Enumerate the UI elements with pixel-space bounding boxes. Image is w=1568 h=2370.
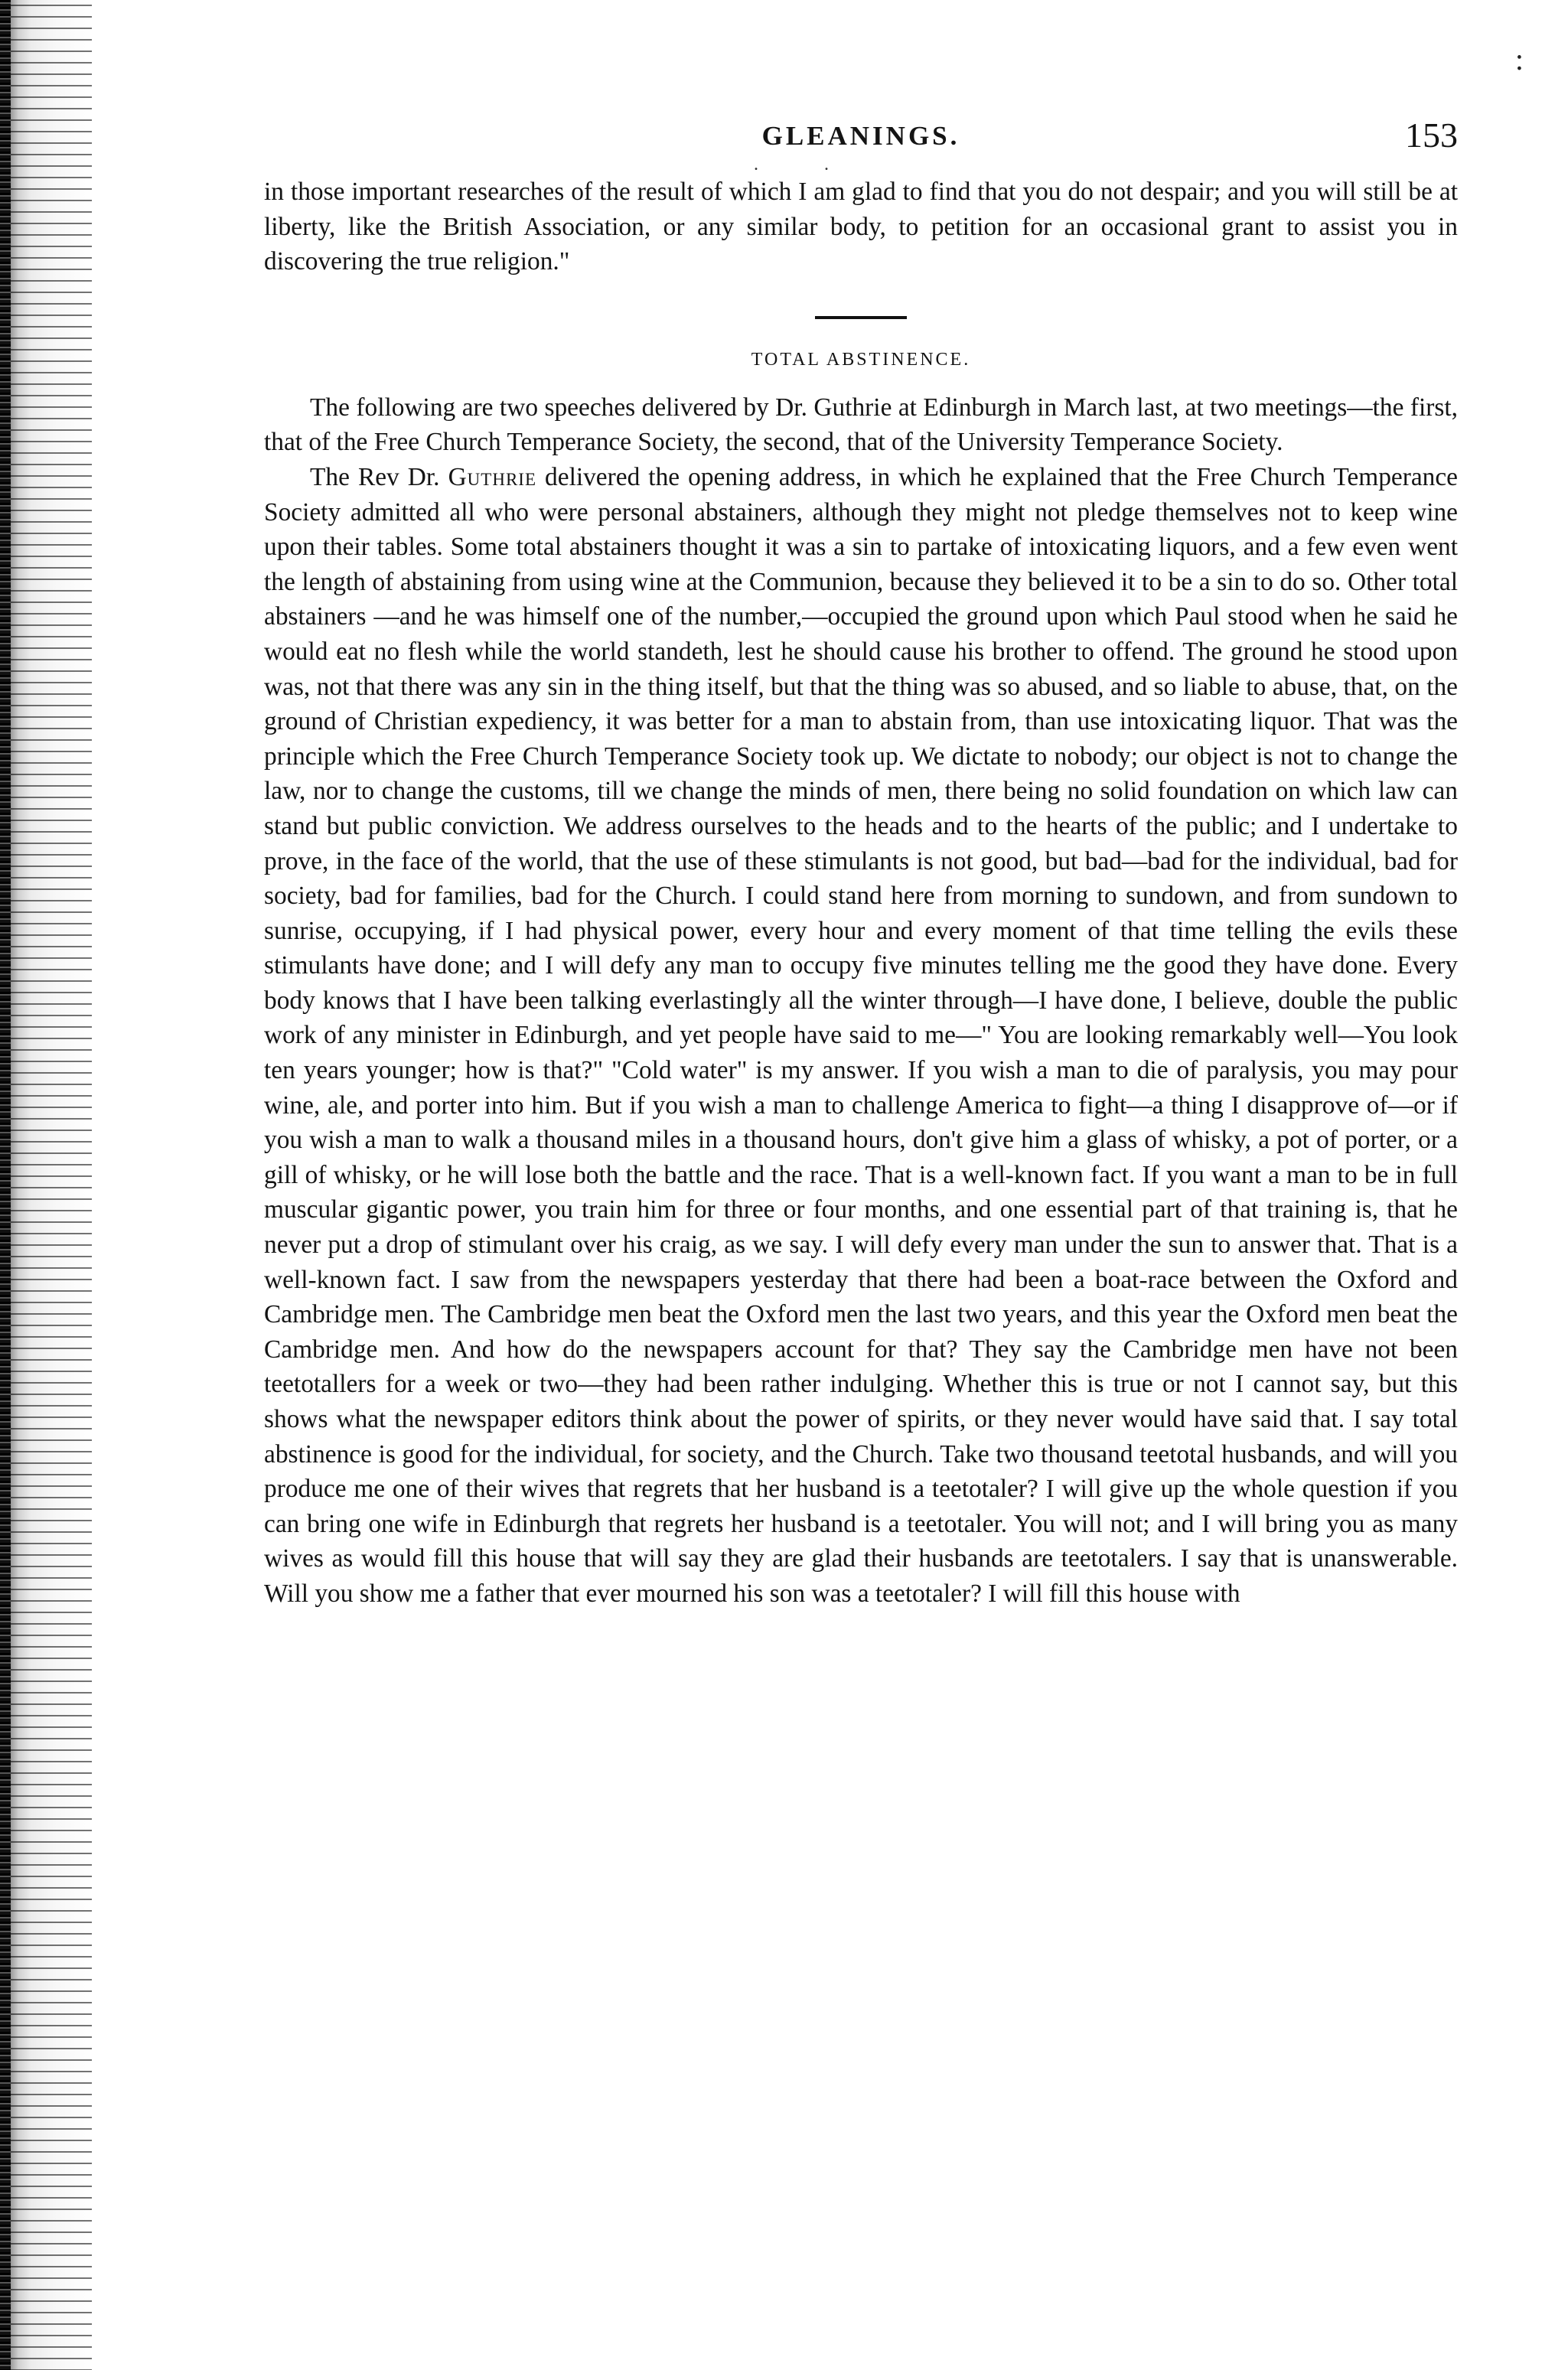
paragraph-2-rest: delivered the opening address, in which he explained that the Free Church Temperance Society admitted all who were personal abstainers, although they might not pledge themselves not to keep wine upon their tables. Some total abstainers thought it was a sin to partake of intoxicating liquors, and a few even went the length of abstaining from using wine at the Communion, because they believed it to be a sin to do so. Other total abstainers —and he was himself one of the number,—occupied the ground upon which Paul stood when he said he would eat no flesh while the world standeth, lest he should cause his brother to offend. The ground he stood upon was, not that there was any sin in the thing itself, but that the thing was so abused, and so liable to abuse, that, on the ground of Christian expediency, it was better for a man to abstain from, than use intoxicating liquor. That was the principle which the Free Church Temperance Society took up. We dictate to nobody; our object is not to change the law, nor to change the customs, till we change the minds of men, there being no solid foundation on which law can stand but public conviction. We address ourselves to the heads and to the hearts of the public; and I undertake to prove, in the face of the world, that the use of these stimulants is not good, but bad—bad for the individual, bad for society, bad for families, bad for the Church. I could stand here from morning to sundown, and from sundown to sunrise, occupying, if I had physical power, every hour and every moment of that time telling the evils these stimulants have done; and I will defy any man to occupy five minutes telling me the good they have done. Every body knows that I have been talking everlastingly all the winter through—I have done, I believe, double the public work of any minister in Edinburgh, and yet people have said to me—" You are looking remarkably well—You look ten years younger; how is that?" "Cold water" is my answer. If you wish a man to die of paralysis, you may pour wine, ale, and porter into him. But if you wish a man to challenge America to fight—a thing I disapprove of—or if you wish a man to walk a thousand miles in a thousand hours, don't give him a glass of whisky, a pot of porter, or a gill of whisky, or he will lose both the battle and the race. That is a well-known fact. If you want a man to be in full muscular gigantic power, you train him for three or four months, and one essential part of that training is, that he never put a drop of stimulant over his craig, as we say. I will defy every man under the sun to answer that. That is a well-known fact. I saw from the newspapers yesterday that there had been a boat-race between the Oxford and Cambridge men. The Cambridge men beat the Oxford men the last two years, and this year the Oxford men beat the Cambridge men. And how do the newspapers account for that? They say the Cambridge men have not been teetotallers for a week or two—they had been rather indulging. Whether this is true or not I cannot say, but this shows what the newspaper editors think about the power of spirits, or they never would have said that. I say total abstinence is good for the individual, for society, and the Church. Take two thousand teetotal husbands, and will you produce me one of their wives that regrets that her husband is a teetotaler? I will give up the whole question if you can bring one wife in Edinburgh that regrets her husband is a teetotaler. You will not; and I will bring you as many wives as would fill this house that will say they are glad their husbands are teetotalers. I say that is unanswerable. Will you show me a father that ever mourned his son was a teetotaler? I will fill this house with (264, 462, 1458, 1608)
paragraph-2-start: The Rev Dr. (310, 462, 440, 491)
page-number: 153 (1405, 116, 1458, 155)
running-head (264, 115, 1458, 174)
speaker-name: Guthrie (448, 462, 536, 491)
margin-mark: : (1514, 42, 1524, 77)
header-dots: . . (754, 155, 859, 174)
section-divider (815, 316, 907, 319)
intro-paragraph: in those important researches of the result of which I am glad to find that you do not despair; and you will still be at liberty, like the British Association, or any similar body, to petition for an occasional grant to assist you in discovering the true religion." (264, 178, 1458, 276)
body-paragraph-2 (264, 460, 1458, 1612)
body-paragraph-1: The following are two speeches delivered by Dr. Guthrie at Edinburgh in March last, at two meetings—the first, that of the Free Church Temperance Society, the second, that of the University Temperance Society. (264, 393, 1458, 457)
running-head-title: GLEANINGS. (761, 121, 960, 151)
page-content (264, 115, 1458, 1612)
book-binding-edge (0, 0, 92, 2370)
section-title: TOTAL ABSTINENCE. (751, 349, 971, 370)
